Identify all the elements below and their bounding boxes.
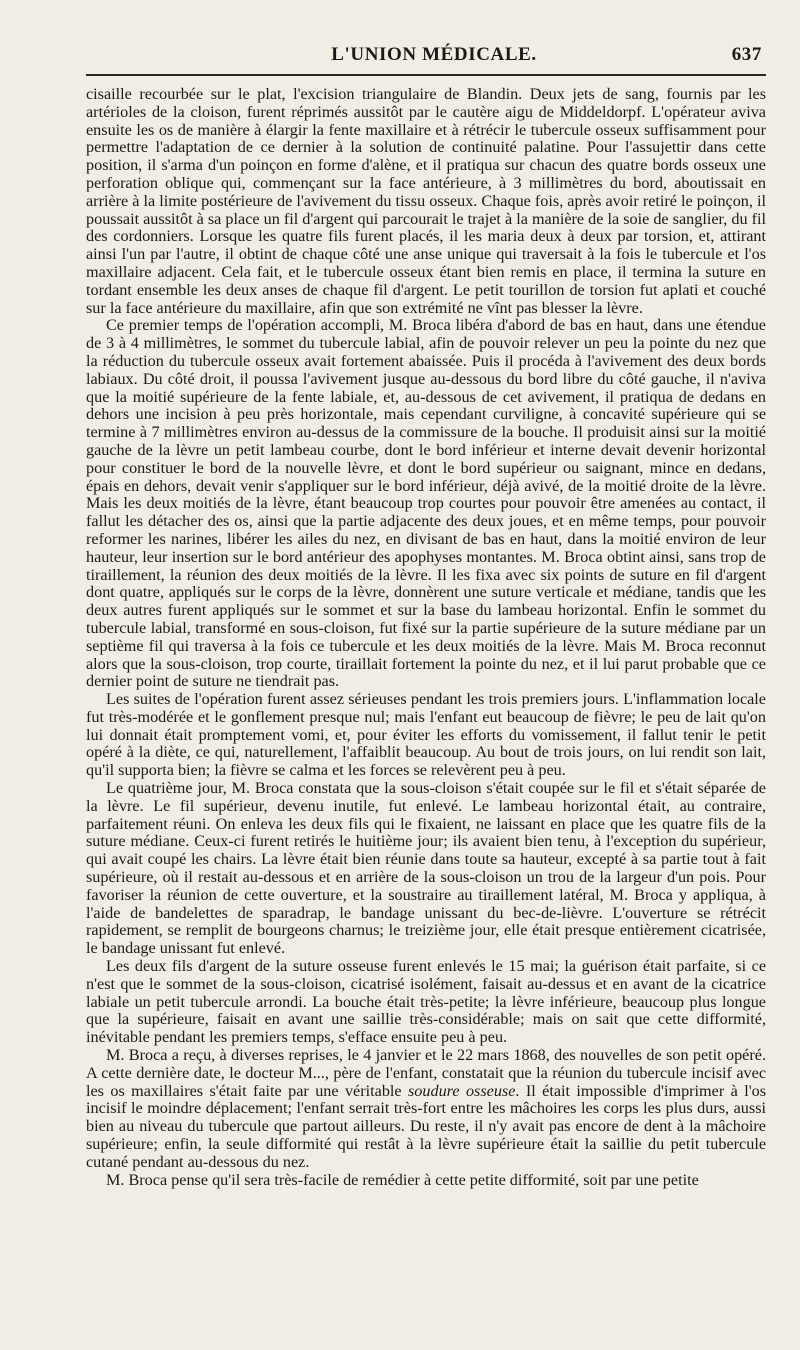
paragraph-text: . Il était impossible d'imprimer à l'os incisif le moindre déplacement; l'enfant serrait très-fort entre les mâchoires les corps les plus durs, aussi bien au niveau du tubercule que partout ailleurs. Du reste, il n'y avait pas encore de dent à la mâchoire supérieure; enfin, la seule difformité qui restât à la lèvre supérieure était la saillie du petit tubercule cutané pendant au-dessous du nez. xyxy=(86,1081,767,1171)
paragraph xyxy=(86,1047,766,1172)
page-number: 637 xyxy=(731,44,762,65)
paragraph: Le quatrième jour, M. Broca constata que la sous-cloison s'était coupée sur le fil et s'était séparée de la lèvre. Le fil supérieur, devenu inutile, fut enlevé. Le lambeau horizontal était, au contraire, parfaitement réuni. On enleva les deux fils qui le fixaient, ne laissant en place que les quatre fils de la suture médiane. Ceux-ci furent retirés le huitième jour; ils avaient bien tenu, à l'exception du supérieur, qui avait coupé les chairs. La lèvre était bien réunie dans toute sa hauteur, excepté à sa partie tout à fait supérieure, où il restait au-dessous et en arrière de la sous-cloison un trou de la largeur d'un pois. Pour favoriser la réunion de cette ouverture, et la soustraire au tiraillement latéral, M. Broca y appliqua, à l'aide de bandelettes de sparadrap, le bandage unissant du bec-de-lièvre. L'ouverture se rétrécit rapidement, se remplit de bourgeons charnus; le treizième jour, elle était presque entièrement cicatrisée, le bandage unissant fut enlevé. xyxy=(86,779,766,958)
article-body xyxy=(86,86,766,1189)
paragraph: Ce premier temps de l'opération accompli, M. Broca libéra d'abord de bas en haut, dans une étendue de 3 à 4 millimètres, le sommet du tubercule labial, afin de pouvoir relever un peu la pointe du nez que la réduction du tubercule osseux avait fortement abaissée. Puis il procéda à l'avivement des deux bords labiaux. Du côté droit, il poussa l'avivement jusque au-dessous du bord libre du côté gauche, il n'aviva que la moitié supérieure de la fente labiale, et, au-dessous de cet avivement, il pratiqua de dedans en dehors une incision à peu près horizontale, mais cependant curviligne, à concavité supérieure qui se termine à 7 millimètres environ au-dessus de la commissure de la bouche. Il produisit ainsi sur la moitié gauche de la lèvre un petit lambeau courbe, dont le bord inférieur et interne devait devenir horizontal pour constituer le bord de la nouvelle lèvre, et dont le bord supérieur ou saignant, mince en dedans, épais en dehors, devait venir s'appliquer sur le bord inférieur, déjà avivé, de la moitié droite de la lèvre. Mais les deux moitiés de la lèvre, étant beaucoup trop courtes pour pouvoir être amenées au contact, il fallut les détacher des os, ainsi que la partie adjacente des deux joues, et en même temps, pour pouvoir reformer les narines, libérer les ailes du nez, en divisant de bas en haut, dans la moitié environ de leur hauteur, leur insertion sur le bord antérieur des apophyses montantes. M. Broca obtint ainsi, sans trop de tiraillement, la réunion des deux moitiés de la lèvre. Il les fixa avec six points de suture en fil d'argent dont quatre, appliqués sur le corps de la lèvre, donnèrent une suture verticale et médiane, tandis que les deux autres furent appliqués sur le sommet et sur la base du lambeau horizontal. Enfin le sommet du tubercule labial, transformé en sous-cloison, fut fixé sur la partie supérieure de la suture médiane par un septième fil qui traversa à la fois ce tubercule et les deux moitiés de la lèvre. Mais M. Broca reconnut alors que la sous-cloison, trop courte, tiraillait fortement la pointe du nez, et il lui parut probable que ce dernier point de suture ne tiendrait pas. xyxy=(86,316,766,691)
paragraph: cisaille recourbée sur le plat, l'excision triangulaire de Blandin. Deux jets de sang, fournis par les artérioles de la cloison, furent réprimés aussitôt par le cautère aigu de Middeldorpf. L'opérateur aviva ensuite les os de manière à élargir la fente maxillaire et à rétrécir le tubercule osseux suffisamment pour permettre l'adaptation de ce dernier à la solution de continuité palatine. Pour l'assujettir dans cette position, il s'arma d'un poinçon en forme d'alène, et il pratiqua sur chacun des quatre bords osseux une perforation oblique qui, commençant sur la face antérieure, à 3 millimètres du bord, aboutissait en arrière à la limite postérieure de l'avivement du tissu osseux. Chaque fois, après avoir retiré le poinçon, il poussait aussitôt à sa place un fil d'argent qui parcourait le trajet à la manière de la soie de sanglier, du fil des cordonniers. Lorsque les quatre fils furent placés, il les maria deux à deux par torsion, et, attirant ainsi l'un par l'autre, il obtint de chaque côté une anse unique qui traversait à la fois le tubercule et l'os maxillaire adjacent. Cela fait, et le tubercule osseux étant bien remis en place, il termina la suture en tordant ensemble les deux anses de chaque fil d'argent. Le petit tourillon de torsion fut aplati et couché sur la face antérieure du maxillaire, afin que son extrémité ne vînt pas blesser la lèvre. xyxy=(86,85,766,317)
page-header xyxy=(86,44,766,70)
paragraph: Les deux fils d'argent de la suture osseuse furent enlevés le 15 mai; la guérison était parfaite, si ce n'est que le sommet de la sous-cloison, cicatrisé isolément, faisait au-dessus et en avant de la cicatrice labiale un petit tubercule arrondi. La bouche était très-petite; la lèvre inférieure, beaucoup plus longue que la supérieure, faisait en avant une saillie très-considérable; mais on sait que cette difformité, inévitable pendant les premiers temps, s'efface ensuite peu à peu. xyxy=(86,957,766,1047)
header-rule xyxy=(86,74,766,76)
paragraph-text: M. Broca a reçu, à diverses reprises, le 4 janvier et le 22 mars 1868, des nouvelles de son petit opéré. A cette dernière date, le docteur M..., père de l'enfant, constatait que la réunion du tubercule incisif avec les os maxillaires s'était faite par une véritable xyxy=(86,1046,766,1100)
paragraph: M. Broca pense qu'il sera très-facile de remédier à cette petite difformité, soit par une petite xyxy=(106,1170,699,1189)
emphasis-text: soudure osseuse xyxy=(408,1081,516,1100)
paragraph: Les suites de l'opération furent assez sérieuses pendant les trois premiers jours. L'inflammation locale fut très-modérée et le gonflement presque nul; mais l'enfant eut beaucoup de fièvre; le peu de lait qu'on lui donnait était promptement vomi, et, pour éviter les efforts du vomissement, il fallut tenir le petit opéré à la diète, ce qui, naturellement, l'affaiblit beaucoup. Au bout de trois jours, on lui rendit son lait, qu'il supporta bien; la fièvre se calma et les forces se relevèrent peu à peu. xyxy=(86,690,766,780)
running-title: L'UNION MÉDICALE. xyxy=(331,44,537,65)
